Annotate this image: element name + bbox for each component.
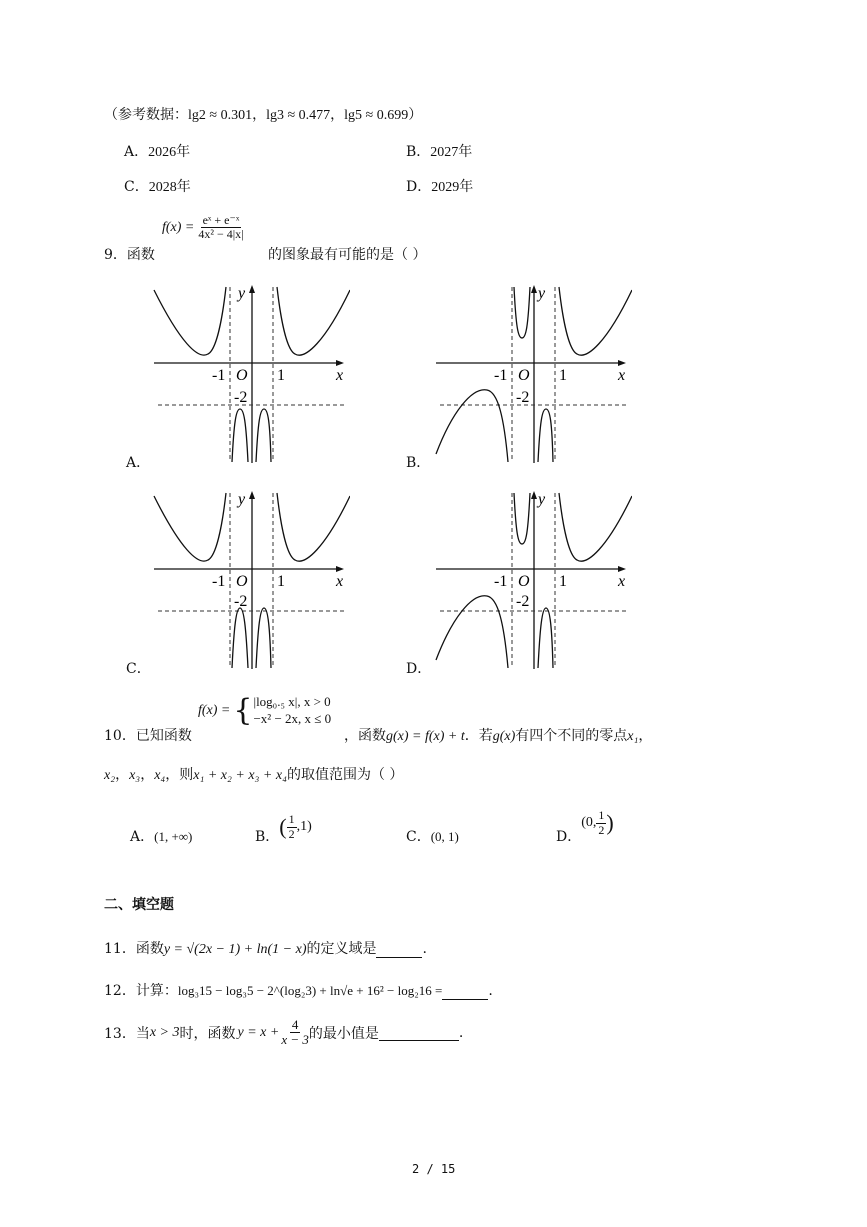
one-label: 1 — [277, 573, 285, 590]
curve-left — [436, 596, 508, 668]
q10-line2: x₂，x₃，x₄，则x₁ + x₂ + x₃ + x₄的取值范围为（ ） — [104, 767, 404, 783]
q10-piecewise: f(x) = { |log₀.₅ x|, x > 0 −x² − 2x, x ≤ 0 — [198, 693, 332, 728]
x-label: x — [618, 367, 626, 384]
curve-mid-right — [256, 608, 271, 668]
y-label: y — [538, 285, 546, 302]
q9-stem-suffix: 的图象最有可能的是（ ） — [268, 247, 427, 263]
ref-lg3: lg3 ≈ 0.477 — [266, 108, 331, 123]
q9-function — [162, 214, 244, 241]
q9-fraction: $\frac{\text{eˣ + e⁻ˣ}}{\text{4x² − 4|x|}}$ — [198, 213, 244, 242]
q9-option-d[interactable]: D． — [406, 661, 432, 677]
q10-number: 10．已知函数 — [104, 728, 192, 744]
curve-left — [154, 287, 226, 355]
q11: 11．函数y = √(2x − 1) + ln(1 − x)的定义域是 . — [104, 941, 427, 957]
answer-blank[interactable] — [379, 1024, 459, 1041]
q8-option-a[interactable]: A．2026年 — [124, 144, 191, 160]
q11-expr: y = √(2x − 1) + ln(1 − x) — [163, 942, 307, 957]
q13-fraction: $\frac{4}{x - 3}$ — [281, 1017, 309, 1048]
x-axis-arrow — [336, 360, 344, 366]
origin-label: O — [236, 573, 248, 590]
y-label: y — [538, 491, 546, 508]
graph-b[interactable] — [432, 282, 632, 468]
origin-label: O — [236, 367, 248, 384]
page-number: 2 / 15 — [412, 1162, 456, 1176]
section-title: 二、填空题 — [104, 897, 174, 913]
x-axis-arrow — [336, 566, 344, 572]
curve-right — [277, 493, 350, 561]
curve-left — [154, 493, 226, 561]
q10-case2: −x² − 2x, x ≤ 0 — [253, 710, 332, 726]
curve-mid-left — [232, 409, 248, 462]
q8-option-d[interactable]: D．2029年 — [406, 179, 474, 195]
q10-option-b[interactable]: B． ( $\frac{1}{2}$ ,1) — [255, 812, 312, 845]
neg-one-label: -1 — [494, 367, 508, 384]
q10-case1: |log₀.₅ x|, x > 0 — [253, 694, 331, 710]
answer-blank[interactable] — [442, 983, 488, 1000]
neg-one-label: -1 — [212, 573, 226, 590]
neg-one-label: -1 — [494, 573, 508, 590]
ref-lg2: lg2 ≈ 0.301 — [188, 108, 253, 123]
q9-option-c[interactable]: C． — [126, 661, 151, 677]
curve-mid-left — [232, 608, 248, 668]
x-label: x — [336, 573, 344, 590]
q13: 13．当 x > 3 时，函数 y = x + $\frac{4}{x - 3}$ 的最小值是 . — [104, 1017, 464, 1048]
graph-d[interactable] — [432, 488, 632, 674]
y-axis-arrow — [531, 285, 537, 293]
curve-right — [559, 287, 632, 355]
answer-blank[interactable] — [376, 941, 422, 958]
ref-lg5: lg5 ≈ 0.699 — [344, 108, 409, 123]
q9-option-a[interactable]: A． — [126, 455, 151, 471]
curve-left — [436, 390, 508, 462]
x-label: x — [336, 367, 344, 384]
y-label: y — [238, 285, 246, 302]
q10-g-def: g(x) = f(x) + t — [386, 729, 465, 744]
y-axis-arrow — [249, 491, 255, 499]
y-axis-arrow — [249, 285, 255, 293]
neg-two-label: -2 — [516, 593, 530, 610]
q10-option-d[interactable]: D． (0, $\frac{1}{2}$ ) — [556, 808, 614, 845]
one-label: 1 — [559, 367, 567, 384]
curve-mid-bottom — [538, 409, 553, 462]
q10-option-c[interactable]: C．(0, 1) — [406, 829, 459, 845]
q12: 12．计算：log₃15 − log₃5 − 2^(log₂3) + ln√e + 16² − log₂16 = . — [104, 983, 493, 999]
neg-two-label: -2 — [234, 593, 248, 610]
x-label: x — [618, 573, 626, 590]
q8-reference-line: （参考数据：lg2 ≈ 0.301，lg3 ≈ 0.477，lg5 ≈ 0.699） — [104, 107, 423, 123]
y-label: y — [238, 491, 246, 508]
q8-option-c[interactable]: C．2028年 — [124, 179, 191, 195]
q10-option-a[interactable]: A．(1, +∞) — [130, 829, 193, 845]
curve-mid-bottom — [538, 608, 553, 668]
curve-mid-top — [514, 287, 530, 338]
q9-number: 9．函数 — [104, 247, 155, 263]
graph-c[interactable] — [150, 488, 350, 674]
origin-label: O — [518, 367, 530, 384]
q10-sum: x₁ + x₂ + x₃ + x₄ — [193, 768, 287, 783]
q9-option-b[interactable]: B． — [406, 455, 431, 471]
neg-one-label: -1 — [212, 367, 226, 384]
curve-right — [277, 287, 350, 355]
origin-label: O — [518, 573, 530, 590]
q12-expr: log₃15 − log₃5 − 2^(log₂3) + ln√e + 16² − log₂16 = — [177, 983, 443, 998]
one-label: 1 — [277, 367, 285, 384]
curve-right — [559, 493, 632, 561]
graph-a[interactable] — [150, 282, 350, 468]
x-axis-arrow — [618, 566, 626, 572]
neg-two-label: -2 — [234, 389, 248, 406]
y-axis-arrow — [531, 491, 537, 499]
curve-mid-top — [514, 493, 530, 544]
brace-icon: { — [233, 693, 253, 728]
one-label: 1 — [559, 573, 567, 590]
curve-mid-right — [256, 409, 271, 462]
reference-prefix: （参考数据： — [104, 107, 188, 123]
neg-two-label: -2 — [516, 389, 530, 406]
q10-line1-rest: ，函数g(x) = f(x) + t．若g(x)有四个不同的零点x₁， — [344, 728, 653, 744]
q8-option-b[interactable]: B．2027年 — [406, 144, 473, 160]
x-axis-arrow — [618, 360, 626, 366]
q9-func-lhs: f(x) = — [162, 219, 195, 235]
